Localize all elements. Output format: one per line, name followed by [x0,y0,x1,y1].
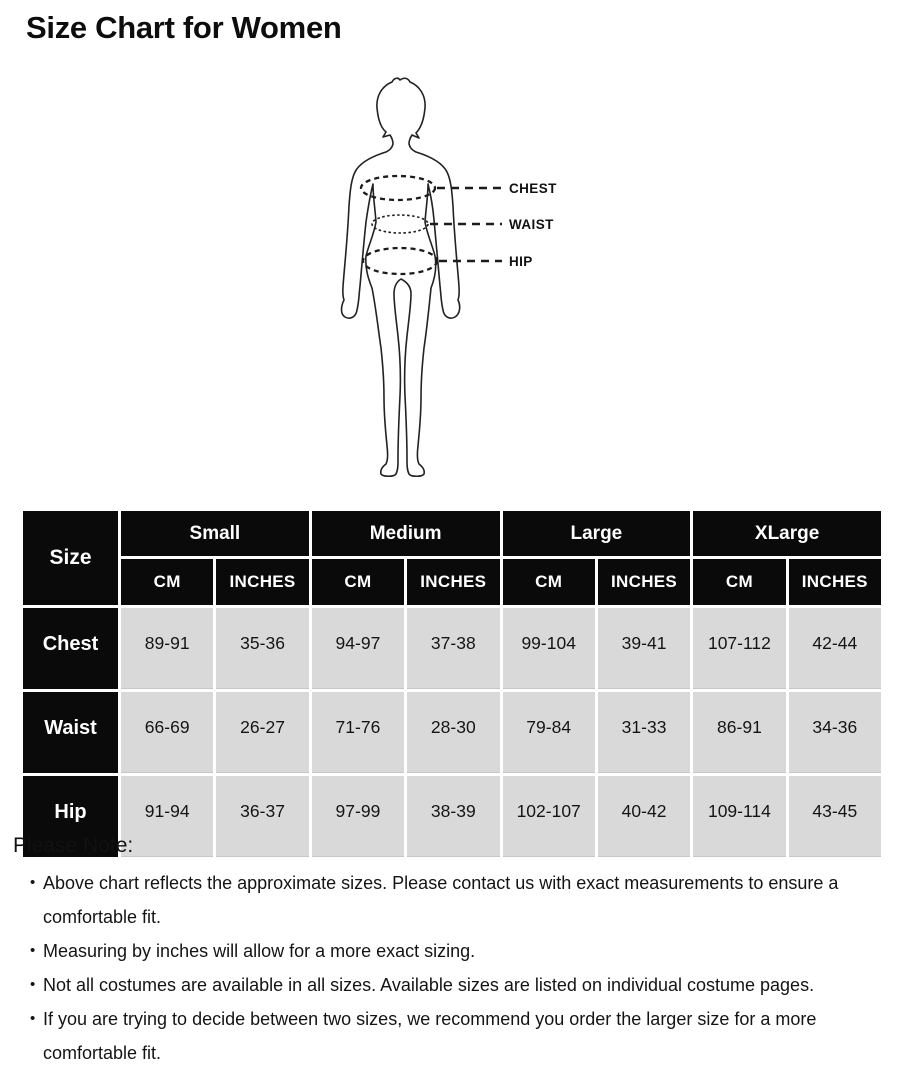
measurement-cell: 102-107 [503,776,595,857]
measurement-cell: 37-38 [407,608,499,689]
measurement-cell: 91-94 [121,776,213,857]
note-item: • Measuring by inches will allow for a more exact sizing. [13,934,865,968]
measurement-cell: 43-45 [789,776,881,857]
measurement-cell: 34-36 [789,692,881,773]
table-row-waist [23,692,881,773]
note-item: • Not all costumes are available in all sizes. Available sizes are listed on individual costume pages. [13,968,865,1002]
size-group-large: Large [503,511,691,556]
measurement-cell: 86-91 [693,692,785,773]
female-silhouette-figure [330,76,600,482]
unit-header-inches: INCHES [407,559,499,605]
measurement-cell: 28-30 [407,692,499,773]
waist-label: WAIST [509,217,554,232]
row-header-waist: Waist [23,692,118,773]
unit-header-cm: CM [312,559,404,605]
table-row-chest [23,608,881,689]
measurement-cell: 40-42 [598,776,690,857]
body-outline [342,78,460,476]
measurement-cell: 31-33 [598,692,690,773]
note-item: • If you are trying to decide between two sizes, we recommend you order the larger size for a more comfortable fit. [13,1002,865,1070]
measurement-cell: 109-114 [693,776,785,857]
row-header-chest: Chest [23,608,118,689]
unit-header-cm: CM [121,559,213,605]
measurement-cell: 94-97 [312,608,404,689]
measurement-cell: 35-36 [216,608,308,689]
notes-list [13,866,865,1070]
row-header-hip: Hip [23,776,118,857]
unit-header-cm: CM [693,559,785,605]
measurement-cell: 38-39 [407,776,499,857]
measurement-cell: 79-84 [503,692,595,773]
notes-section [13,834,885,1070]
measurement-cell: 89-91 [121,608,213,689]
measurement-cell: 66-69 [121,692,213,773]
unit-header-row [23,559,881,605]
notes-heading: Please Note: [13,834,134,857]
size-group-header-row [23,511,881,556]
unit-header-cm: CM [503,559,595,605]
measurement-cell: 99-104 [503,608,595,689]
body-measurement-diagram [330,76,600,482]
size-group-small: Small [121,511,309,556]
note-item: • Above chart reflects the approximate sizes. Please contact us with exact measurements to ensure a comfortable fit. [13,866,865,934]
hip-label: HIP [509,254,533,269]
chest-label: CHEST [509,181,557,196]
unit-header-inches: INCHES [598,559,690,605]
size-group-medium: Medium [312,511,500,556]
measurement-cell: 97-99 [312,776,404,857]
page-title: Size Chart for Women [26,10,342,45]
size-table [20,508,884,860]
measurement-cell: 42-44 [789,608,881,689]
measurement-cell: 36-37 [216,776,308,857]
measurement-cell: 107-112 [693,608,785,689]
unit-header-inches: INCHES [789,559,881,605]
size-group-xlarge: XLarge [693,511,881,556]
measurement-cell: 26-27 [216,692,308,773]
size-corner-header: Size [23,511,118,605]
unit-header-inches: INCHES [216,559,308,605]
measurement-cell: 71-76 [312,692,404,773]
measurement-cell: 39-41 [598,608,690,689]
